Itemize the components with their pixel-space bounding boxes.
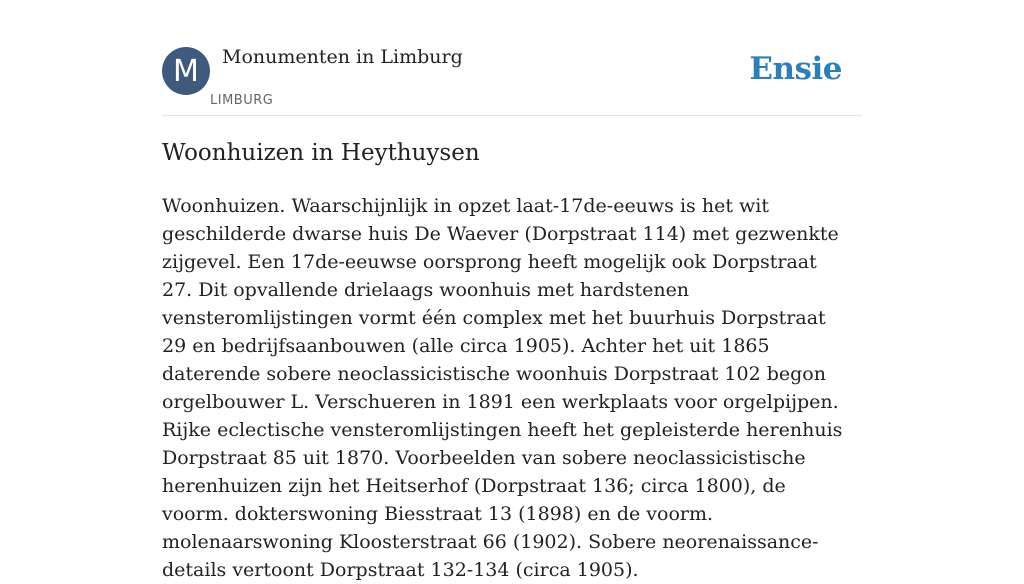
- category-link[interactable]: LIMBURG: [210, 93, 274, 108]
- header-divider: [162, 115, 862, 116]
- article-body: Woonhuizen. Waarschijnlijk in opzet laat-17de-eeuws is het wit geschilderde dwarse huis De Waever (Dorpstraat 114) met gezwenkte zijgevel. Een 17de-eeuwse oorsprong heeft mogelijk ook Dorpstraat 27. Dit opvallende drielaags woonhuis met hardstenen vensteromlijstingen vormt één complex met het buurhuis Dorpstraat 29 en bedrijfsaanbouwen (alle circa 1905). Achter het uit 1865 daterende sobere neoclassicistische woonhuis Dorpstraat 102 begon orgelbouwer L. Verschueren in 1891 een werkplaats voor orgelpijpen. Rijke eclectische vensteromlijstingen heeft het gepleisterde herenhuis Dorpstraat 85 uit 1870. Voorbeelden van sobere neoclassicistische herenhuizen zijn het Heitserhof (Dorpstraat 136; circa 1800), de voorm. dokterswoning Biesstraat 13 (1898) en de voorm. molenaarswoning Kloosterstraat 66 (1902). Sobere neorenaissance-details vertoont Dorpstraat 132-134 (circa 1905).: [162, 195, 843, 581]
- brand-logo[interactable]: Ensie: [749, 51, 842, 87]
- source-avatar[interactable]: [162, 47, 210, 95]
- page-container: [162, 0, 862, 581]
- article-title: Woonhuizen in Heythuysen: [162, 140, 480, 166]
- avatar-letter: M: [173, 53, 199, 89]
- source-title-link[interactable]: Monumenten in Limburg: [222, 46, 463, 68]
